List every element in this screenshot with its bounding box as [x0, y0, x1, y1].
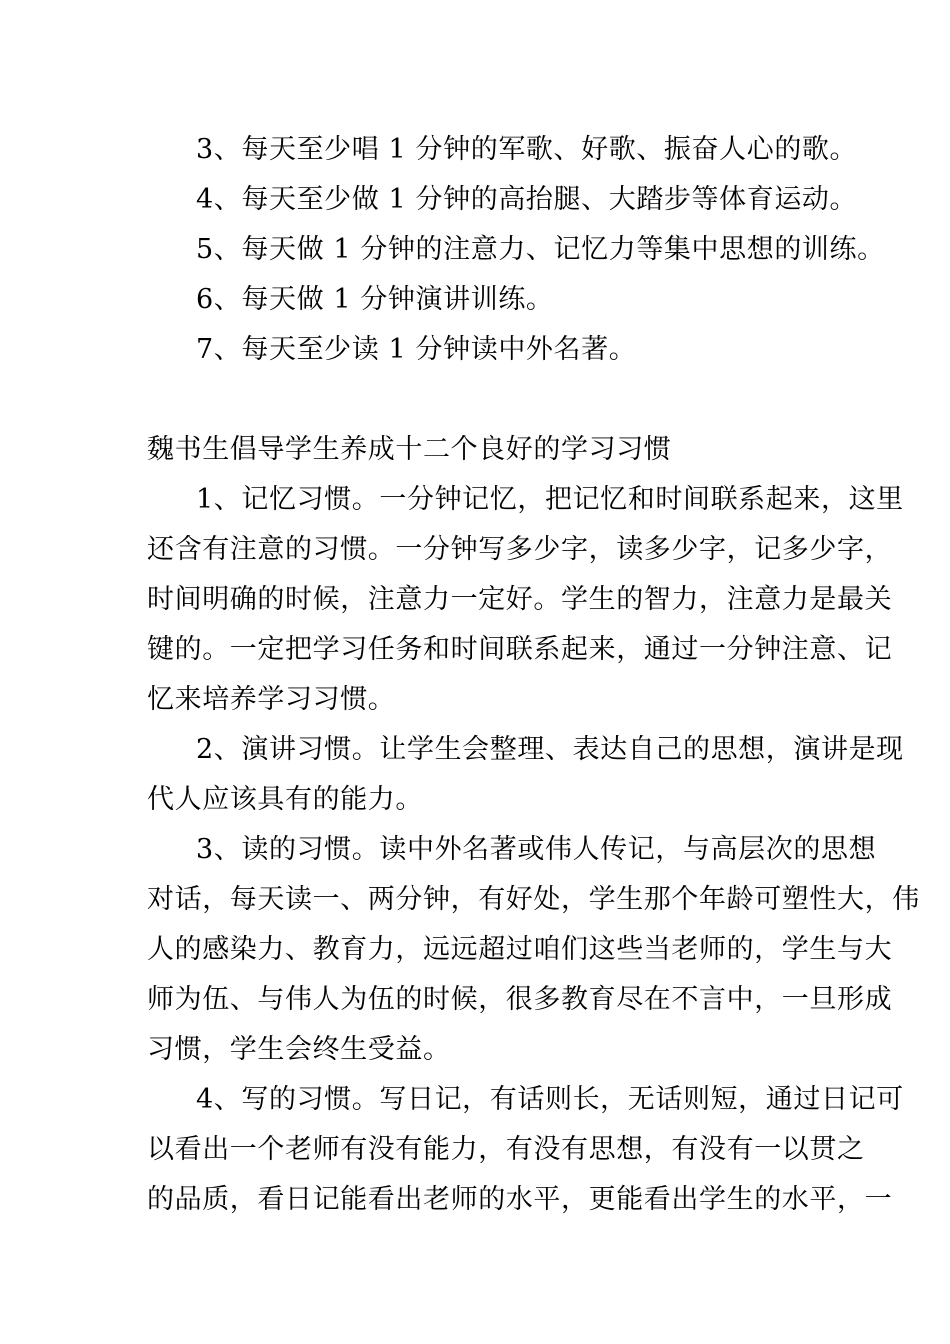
paragraph-line: 对话，每天读一、两分钟，有好处，学生那个年龄可塑性大，伟: [147, 884, 920, 915]
paragraph-line: 代人应该具有的能力。: [147, 784, 423, 815]
paragraph-line: 2、演讲习惯。让学生会整理、表达自己的思想，演讲是现: [196, 734, 904, 765]
list-item: 5、每天做 1 分钟的注意力、记忆力等集中思想的训练。: [196, 234, 885, 265]
list-item: 4、每天至少做 1 分钟的高抬腿、大踏步等体育运动。: [196, 184, 858, 215]
paragraph-line: 键的。一定把学习任务和时间联系起来，通过一分钟注意、记: [147, 634, 893, 665]
paragraph-line: 1、记忆习惯。一分钟记忆，把记忆和时间联系起来，这里: [196, 484, 904, 515]
paragraph-line: 习惯，学生会终生受益。: [147, 1034, 451, 1065]
paragraph-line: 以看出一个老师有没有能力，有没有思想，有没有一以贯之: [147, 1134, 865, 1165]
paragraph-line: 忆来培养学习习惯。: [147, 684, 396, 715]
list-item: 7、每天至少读 1 分钟读中外名著。: [196, 334, 637, 365]
paragraph-line: 师为伍、与伟人为伍的时候，很多教育尽在不言中，一旦形成: [147, 984, 893, 1015]
section-title: 魏书生倡导学生养成十二个良好的学习习惯: [147, 434, 672, 465]
paragraph-line: 4、写的习惯。写日记，有话则长，无话则短，通过日记可: [196, 1084, 904, 1115]
paragraph-line: 时间明确的时候，注意力一定好。学生的智力，注意力是最关: [147, 584, 893, 615]
paragraph-line: 的品质，看日记能看出老师的水平，更能看出学生的水平，一: [147, 1184, 893, 1215]
list-item: 3、每天至少唱 1 分钟的军歌、好歌、振奋人心的歌。: [196, 134, 858, 165]
list-item: 6、每天做 1 分钟演讲训练。: [196, 284, 554, 315]
paragraph-line: 还含有注意的习惯。一分钟写多少字，读多少字，记多少字，: [147, 534, 893, 565]
paragraph-line: 人的感染力、教育力，远远超过咱们这些当老师的，学生与大: [147, 934, 893, 965]
paragraph-line: 3、读的习惯。读中外名著或伟人传记，与高层次的思想: [196, 834, 877, 865]
